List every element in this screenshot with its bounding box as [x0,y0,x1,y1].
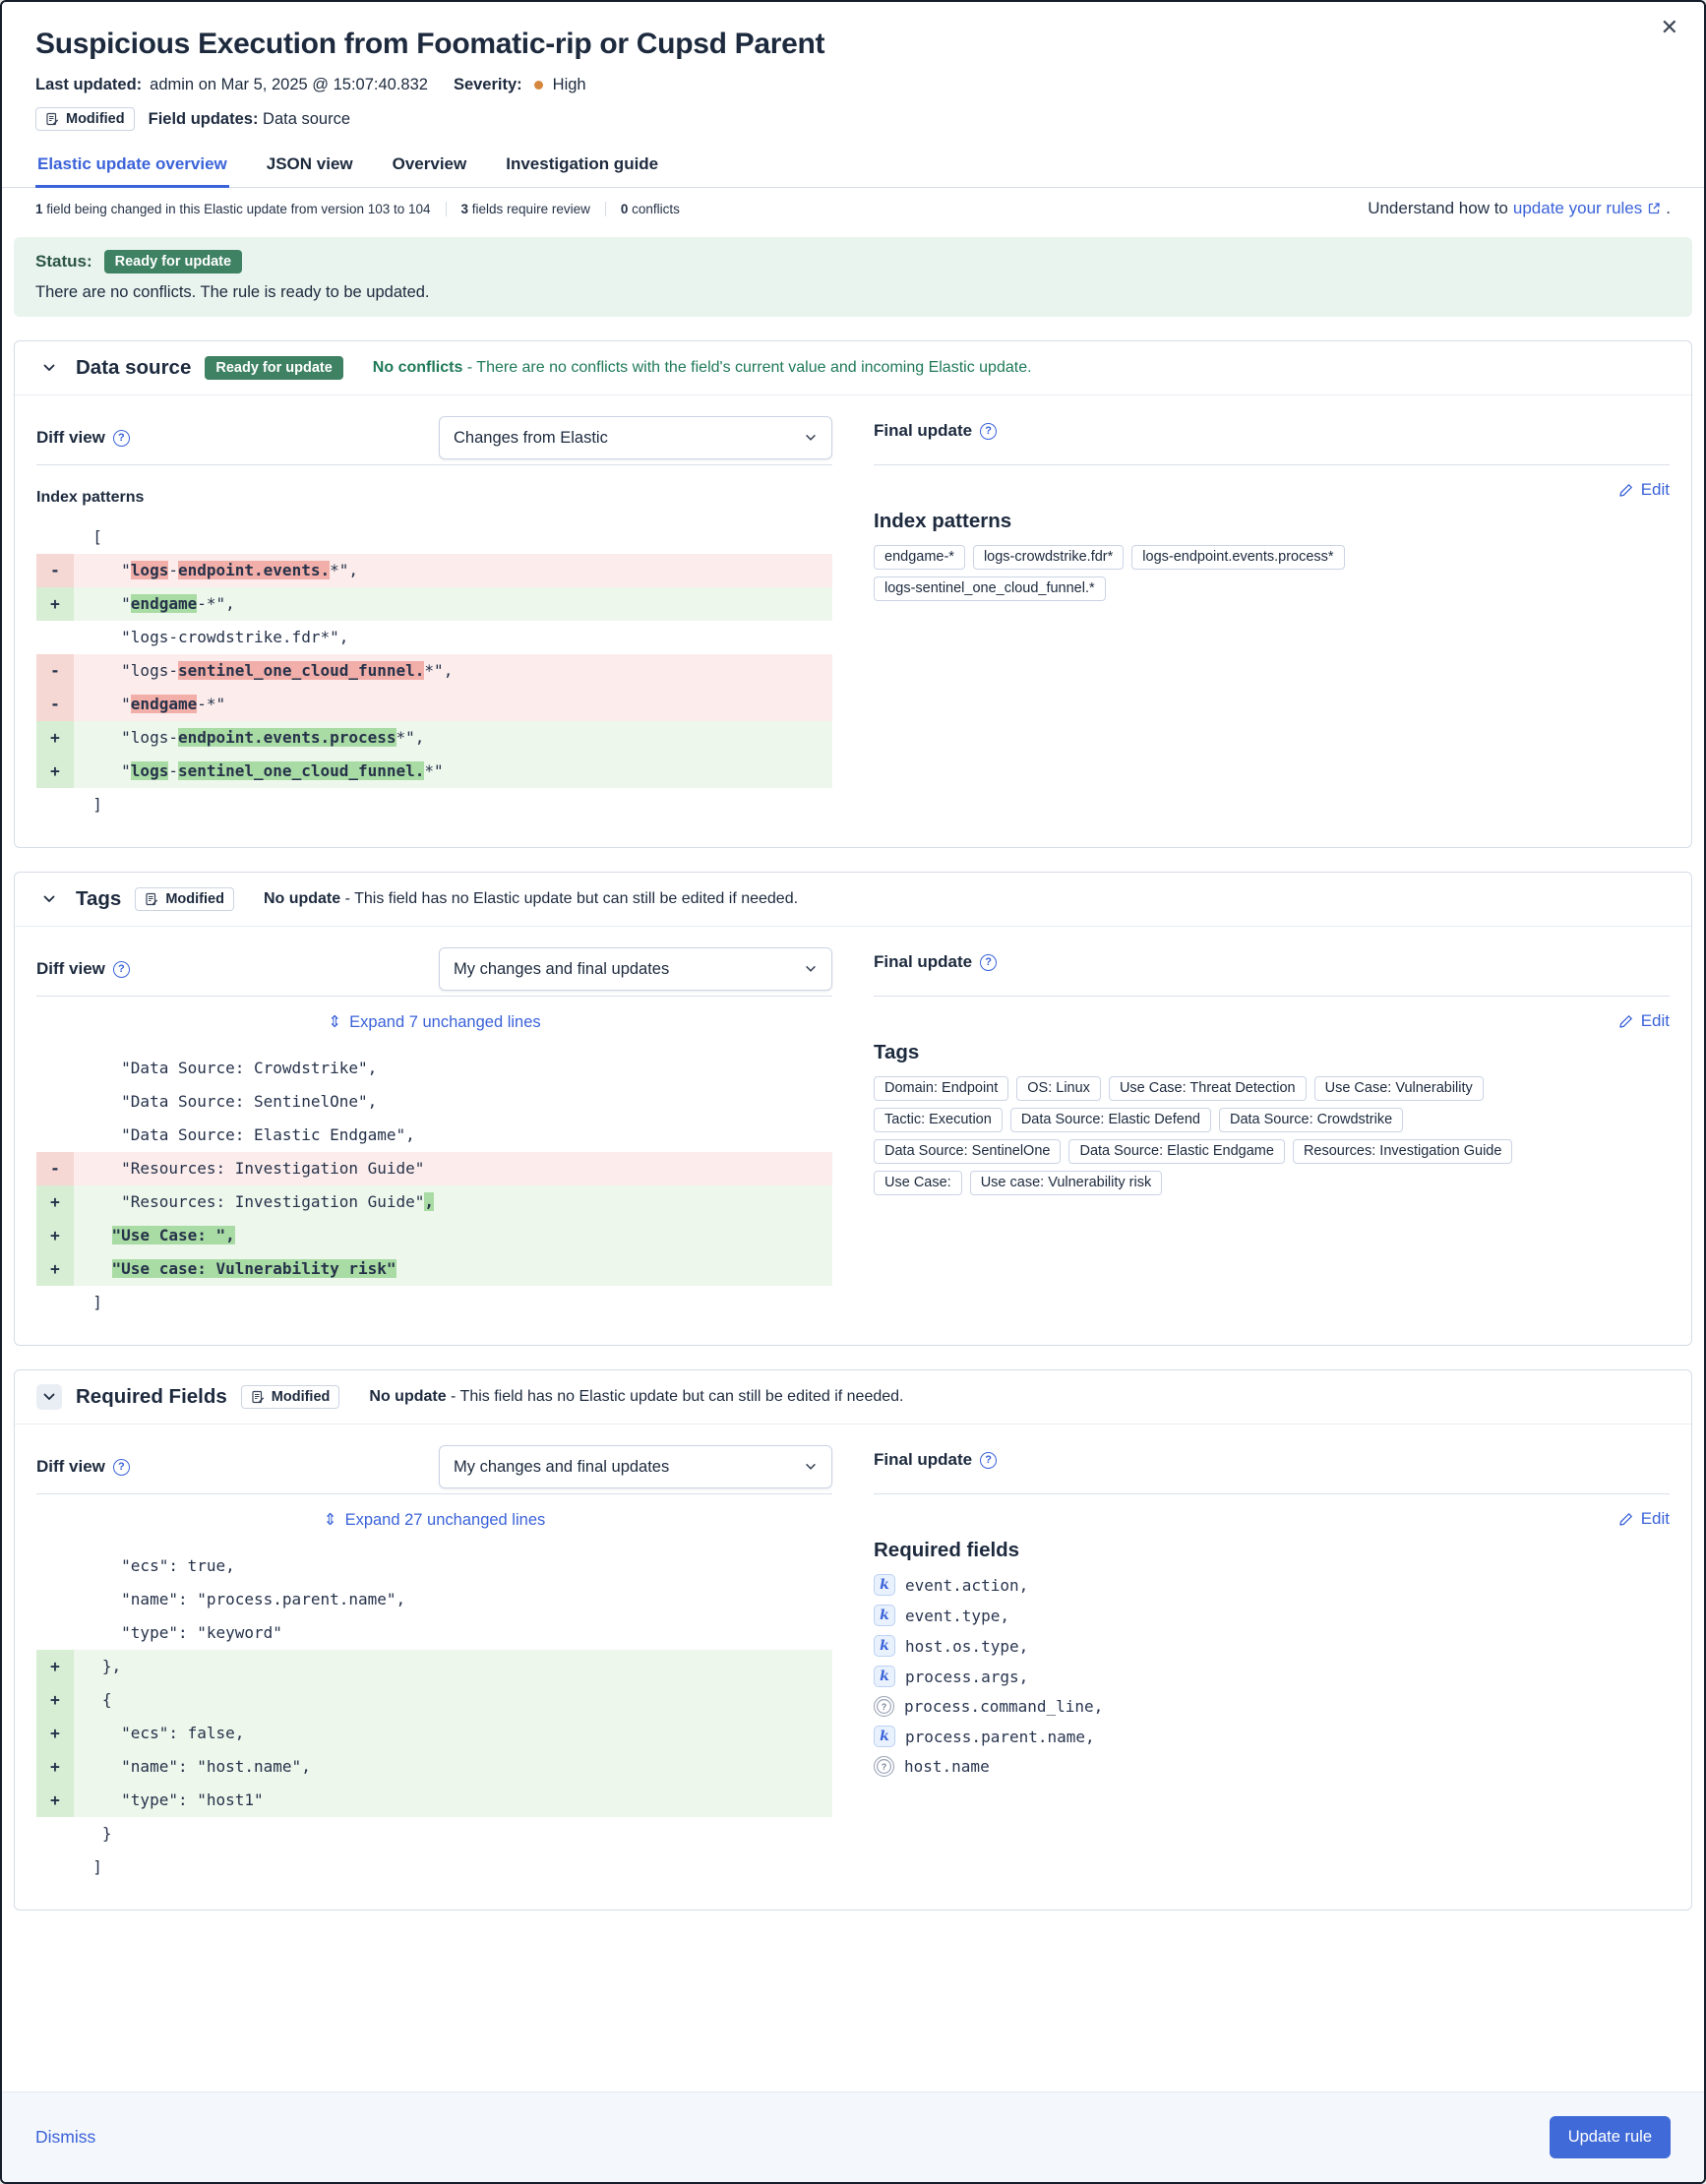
diff-line-marker: - [36,654,74,688]
required-field-item [874,1605,1670,1626]
required-field-item [874,1756,1670,1777]
chevron-down-icon [804,431,818,445]
status-message: There are no conflicts. The rule is ready to be updated. [35,283,430,301]
section-status: No update - This field has no Elastic update but can still be edited if needed. [369,1388,904,1405]
required-field-name: process.command_line, [904,1697,1104,1716]
diff-line [36,1850,832,1884]
keyword-type-icon: k [874,1635,895,1657]
tag-badge: Use case: Vulnerability risk [970,1171,1163,1195]
pencil-icon [1618,483,1633,498]
diff-subtitle: Index patterns [36,489,145,506]
modified-badge: Modified [35,107,135,131]
diff-view-label: Diff view ? [36,1457,130,1477]
final-update-label: Final update ? [874,1450,997,1470]
diff-line-marker: + [36,1252,74,1286]
diff-line-marker: - [36,554,74,587]
expand-vertical-icon: ⇕ [323,1511,337,1529]
section-required-fields-header[interactable] [15,1370,1691,1425]
diff-line-text: "name": "host.name", [74,1757,311,1776]
tag-badge: endgame-* [874,545,965,570]
diff-line-marker [36,1850,74,1884]
required-field-item [874,1635,1670,1657]
diff-line-text: ] [74,795,102,814]
diff-line [36,1583,832,1616]
diff-line-marker [36,621,74,654]
diff-line-text: [ [74,527,102,546]
help-icon[interactable]: ? [980,954,997,971]
edit-button[interactable]: Edit [1618,1011,1670,1031]
chevron-down-icon [36,1384,62,1410]
conflicts-stat: 0 conflicts [605,202,680,216]
diff-line-text: "Resources: Investigation Guide" [74,1159,425,1178]
help-icon[interactable]: ? [113,1459,130,1476]
expand-label: Expand 7 unchanged lines [349,1013,541,1031]
diff-line-text: "logs-sentinel_one_cloud_funnel.*", [74,661,454,680]
diff-line-marker: + [36,1683,74,1717]
status-callout [14,237,1692,317]
final-update-column [874,1440,1670,1884]
tab-overview[interactable]: Overview [392,154,467,173]
help-icon[interactable]: ? [113,430,130,447]
final-update-label: Final update ? [874,421,997,441]
diff-line [36,1717,832,1750]
pencil-icon [1618,1014,1633,1029]
diff-line [36,688,832,721]
section-tags-header[interactable] [15,873,1691,927]
required-field-name: process.parent.name, [905,1727,1095,1746]
diff-line-marker: + [36,1784,74,1817]
section-data-source [14,340,1692,848]
diff-line-text: "ecs": true, [74,1556,235,1575]
diff-line-marker: + [36,1650,74,1683]
diff-block [36,520,832,821]
diff-line-text: "ecs": false, [74,1724,245,1742]
diff-line [36,1052,832,1085]
diff-block [36,1510,832,1884]
final-title: Required fields [874,1539,1020,1561]
final-update-column [874,942,1670,1319]
chevron-down-icon [804,1460,818,1474]
diff-line-text: "logs-crowdstrike.fdr*", [74,628,349,646]
diff-line-text: "logs-endpoint.events.*", [74,561,358,579]
diff-line-text: "Data Source: Crowdstrike", [74,1059,378,1077]
diff-line [36,1152,832,1185]
dismiss-button[interactable]: Dismiss [35,2127,96,2147]
chevron-down-icon [804,962,818,976]
diff-line-marker: - [36,1152,74,1185]
keyword-type-icon: k [874,1574,895,1596]
diff-line-marker [36,1817,74,1850]
section-data-source-header[interactable] [15,341,1691,395]
close-icon[interactable]: ✕ [1655,16,1684,39]
expand-vertical-icon: ⇕ [328,1013,342,1031]
diff-line-text: ] [74,1293,102,1311]
diff-line [36,1185,832,1219]
diff-line [36,1549,832,1583]
tag-badge: OS: Linux [1016,1076,1101,1101]
help-icon[interactable]: ? [980,423,997,440]
diff-line [36,1750,832,1784]
diff-view-select[interactable]: Changes from Elastic [439,416,832,459]
diff-line-text: "Data Source: SentinelOne", [74,1092,378,1111]
diff-line [36,1817,832,1850]
diff-line-marker [36,1616,74,1650]
diff-line [36,554,832,587]
keyword-type-icon: k [874,1666,895,1687]
tab-elastic-update-overview[interactable]: Elastic update overview [35,145,229,188]
expand-label: Expand 27 unchanged lines [344,1511,546,1529]
diff-line-text: "endgame-*" [74,695,226,713]
diff-line [36,1252,832,1286]
diff-line [36,654,832,688]
diff-view-select[interactable]: My changes and final updates [439,1445,832,1488]
required-field-name: event.type, [905,1606,1009,1625]
section-title: Data source [76,356,192,379]
final-title: Index patterns [874,510,1012,532]
document-edit-icon [251,1390,265,1404]
diff-line-marker [36,1286,74,1319]
tags-badges [874,1076,1562,1195]
edit-button[interactable]: Edit [1618,1509,1670,1529]
page-title: Suspicious Execution from Foomatic-rip or Cupsd Parent [35,28,825,60]
tag-badge: Use Case: Vulnerability [1314,1076,1484,1101]
diff-line [36,788,832,821]
last-updated-value: admin on Mar 5, 2025 @ 15:07:40.832 [150,76,428,93]
diff-line [36,520,832,554]
document-edit-icon [45,112,59,126]
flyout-header [2,2,1704,131]
section-title: Required Fields [76,1385,227,1408]
diff-line [36,1219,832,1252]
diff-line [36,755,832,788]
diff-line [36,1085,832,1119]
external-link-icon [1647,202,1661,215]
chevron-down-icon [36,886,62,912]
tag-badge: Resources: Investigation Guide [1293,1139,1513,1164]
diff-column [36,1440,832,1884]
diff-line [36,1683,832,1717]
tab-investigation-guide[interactable]: Investigation guide [506,154,659,173]
diff-line-text: ] [74,1857,102,1876]
field-updates: Field updates: Data source [148,109,351,128]
fields-changed-stat: 1 field being changed in this Elastic update from version 103 to 104 [35,201,431,216]
diff-line-marker: + [36,1219,74,1252]
unknown-type-icon: ? [874,1696,894,1717]
required-field-name: host.os.type, [905,1636,1029,1656]
help-suffix: . [1666,199,1671,217]
diff-line-text: { [74,1690,112,1709]
diff-line [36,1286,832,1319]
section-title: Tags [76,887,122,910]
diff-line-marker [36,1119,74,1152]
last-updated-label: Last updated: [35,76,143,93]
tag-badge: Data Source: Elastic Endgame [1068,1139,1284,1164]
final-update-label: Final update ? [874,952,997,972]
expand-unchanged-lines-link[interactable] [36,1012,832,1032]
diff-line-marker [36,1085,74,1119]
status-badge: Ready for update [104,250,242,273]
index-patterns-badges [874,545,1562,601]
final-title: Tags [874,1041,920,1063]
tag-badge: logs-sentinel_one_cloud_funnel.* [874,576,1106,601]
final-update-column [874,411,1670,821]
diff-line-marker: - [36,688,74,721]
tag-badge: Tactic: Execution [874,1108,1003,1132]
update-your-rules-link[interactable]: update your rules [1512,199,1643,217]
update-rule-button[interactable]: Update rule [1550,2116,1671,2158]
document-edit-icon [145,892,158,906]
modified-badge: Modified [241,1385,340,1409]
tag-badge: Domain: Endpoint [874,1076,1008,1101]
diff-line-text: "logs-sentinel_one_cloud_funnel.*" [74,761,444,780]
modified-badge: Modified [135,887,234,911]
diff-line-text: "Data Source: Elastic Endgame", [74,1125,415,1144]
flyout-footer [2,2092,1704,2182]
severity-value: High [552,76,586,93]
pencil-icon [1618,1512,1633,1527]
help-icon[interactable]: ? [113,961,130,978]
diff-line [36,721,832,755]
diff-column [36,411,832,821]
tag-badge: Data Source: Crowdstrike [1219,1108,1403,1132]
diff-line-marker: + [36,587,74,621]
severity-label: Severity: [453,76,522,93]
diff-line-text: } [74,1824,112,1843]
fields-review-stat: 3 fields require review [446,202,590,216]
edit-button[interactable]: Edit [1618,480,1670,500]
chevron-down-icon [36,355,62,381]
required-field-name: event.action, [905,1575,1029,1595]
required-field-name: host.name [904,1757,990,1776]
diff-line-text: "name": "process.parent.name", [74,1590,406,1608]
diff-line-marker [36,1052,74,1085]
required-field-item [874,1726,1670,1747]
severity-high-dot-icon [534,81,543,90]
diff-line-text: "Use case: Vulnerability risk" [111,1259,396,1278]
required-field-item [874,1666,1670,1687]
ready-for-update-badge: Ready for update [205,356,342,380]
tag-badge: Data Source: SentinelOne [874,1139,1061,1164]
diff-column [36,942,832,1319]
status-label: Status: [35,252,92,271]
diff-view-label: Diff view ? [36,959,130,979]
diff-block [36,1012,832,1319]
expand-unchanged-lines-link[interactable] [36,1510,832,1530]
diff-view-label: Diff view ? [36,428,130,448]
tag-badge: Data Source: Elastic Defend [1010,1108,1211,1132]
diff-line-marker: + [36,755,74,788]
diff-line-marker [36,788,74,821]
diff-line [36,1650,832,1683]
keyword-type-icon: k [874,1605,895,1626]
diff-line-text: "type": "host1" [74,1790,264,1809]
diff-line [36,1784,832,1817]
diff-line-marker: + [36,1717,74,1750]
required-fields-list [874,1574,1670,1777]
diff-line-marker: + [36,721,74,755]
tag-badge: Use Case: [874,1171,962,1195]
diff-line [36,587,832,621]
tag-badge: logs-crowdstrike.fdr* [973,545,1124,570]
diff-line-text: "Resources: Investigation Guide", [74,1192,435,1211]
help-text: Understand how to [1368,199,1508,217]
diff-line-marker: + [36,1185,74,1219]
unknown-type-icon: ? [874,1756,894,1777]
section-required-fields [14,1369,1692,1911]
update-info-row [2,188,1704,227]
diff-line-text: "Use Case: ", [111,1226,235,1244]
section-status: No conflicts - There are no conflicts with the field's current value and incoming Elastic update. [372,359,1032,376]
diff-view-select[interactable]: My changes and final updates [439,947,832,991]
rule-meta [35,76,1671,94]
tag-badge: logs-endpoint.events.process* [1131,545,1344,570]
help-icon[interactable]: ? [980,1452,997,1469]
required-field-item [874,1574,1670,1596]
diff-line-text: "endgame-*", [74,594,235,613]
tab-bar [2,145,1704,188]
tag-badge: Use Case: Threat Detection [1109,1076,1307,1101]
diff-line-text: }, [74,1657,122,1675]
keyword-type-icon: k [874,1726,895,1747]
required-field-name: process.args, [905,1667,1029,1686]
required-field-item [874,1696,1670,1717]
section-tags [14,872,1692,1346]
section-status: No update - This field has no Elastic update but can still be edited if needed. [263,890,799,907]
diff-line-marker [36,1549,74,1583]
diff-line-marker: + [36,1750,74,1784]
diff-line [36,1119,832,1152]
diff-line-text: "logs-endpoint.events.process*", [74,728,425,747]
diff-line [36,1616,832,1650]
tab-json-view[interactable]: JSON view [266,154,353,173]
diff-line [36,621,832,654]
diff-line-text: "type": "keyword" [74,1623,282,1642]
diff-line-marker [36,520,74,554]
diff-line-marker [36,1583,74,1616]
